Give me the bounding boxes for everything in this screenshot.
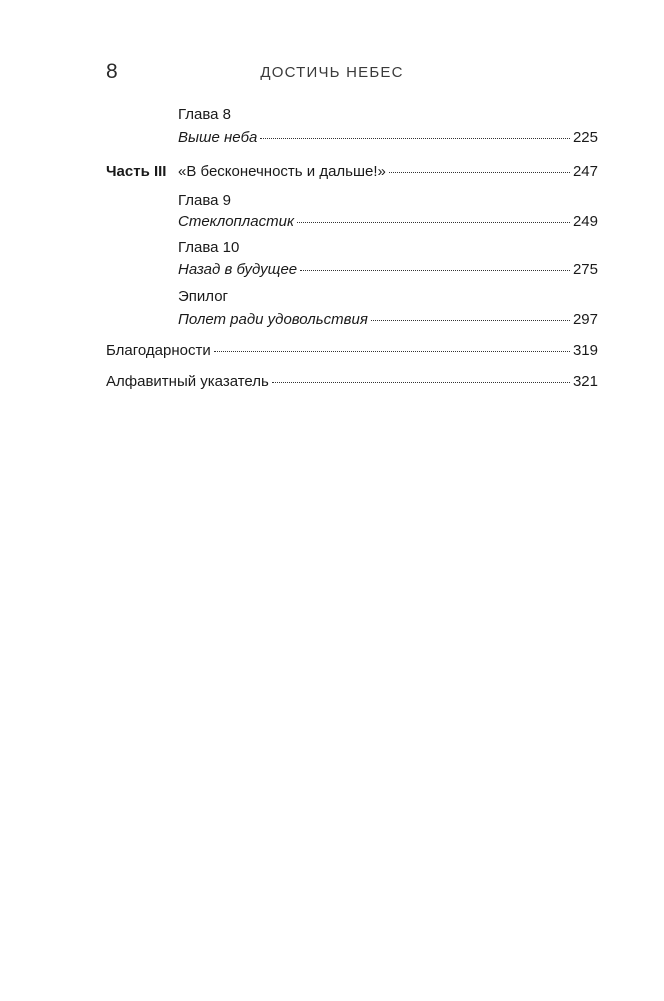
dot-leader xyxy=(272,382,570,383)
chapter-8-label: Глава 8 xyxy=(178,106,232,123)
dot-leader xyxy=(389,172,570,173)
epilogue-page: 297 xyxy=(572,311,598,328)
part-3-page: 247 xyxy=(572,163,598,180)
acknowledgements-title: Благодарности xyxy=(106,342,211,359)
chapter-8-title: Выше неба xyxy=(178,129,258,146)
chapter-8-page: 225 xyxy=(572,129,598,146)
toc-entry-chapter-10 xyxy=(178,260,598,279)
dot-leader xyxy=(260,138,570,139)
dot-leader xyxy=(297,222,570,223)
toc-entry-chapter-9 xyxy=(178,212,598,231)
chapter-10-label: Глава 10 xyxy=(178,239,240,256)
chapter-9-label: Глава 9 xyxy=(178,192,232,209)
chapter-10-title: Назад в будущее xyxy=(178,261,298,278)
dot-leader xyxy=(300,270,570,271)
part-3-title: «В бесконечность и дальше!» xyxy=(178,163,386,180)
toc-entry-epilogue xyxy=(178,310,598,329)
index-title: Алфавитный указатель xyxy=(106,373,269,390)
chapter-9-page: 249 xyxy=(572,213,598,230)
chapter-10-page: 275 xyxy=(572,261,598,278)
running-title: ДОСТИЧЬ НЕБЕС xyxy=(260,64,404,81)
dot-leader xyxy=(214,351,570,352)
dot-leader xyxy=(371,320,570,321)
toc-entry-chapter-8 xyxy=(178,128,598,147)
toc-entry-part-3 xyxy=(106,162,598,181)
index-page: 321 xyxy=(572,373,598,390)
part-3-prefix: Часть III xyxy=(106,163,167,180)
chapter-9-title: Стеклопластик xyxy=(178,213,295,230)
epilogue-title: Полет ради удовольствия xyxy=(178,311,368,328)
page-number: 8 xyxy=(106,60,118,83)
acknowledgements-page: 319 xyxy=(572,342,598,359)
epilogue-label: Эпилог xyxy=(178,288,229,305)
toc-entry-acknowledgements xyxy=(106,341,598,360)
toc-entry-index xyxy=(106,372,598,391)
